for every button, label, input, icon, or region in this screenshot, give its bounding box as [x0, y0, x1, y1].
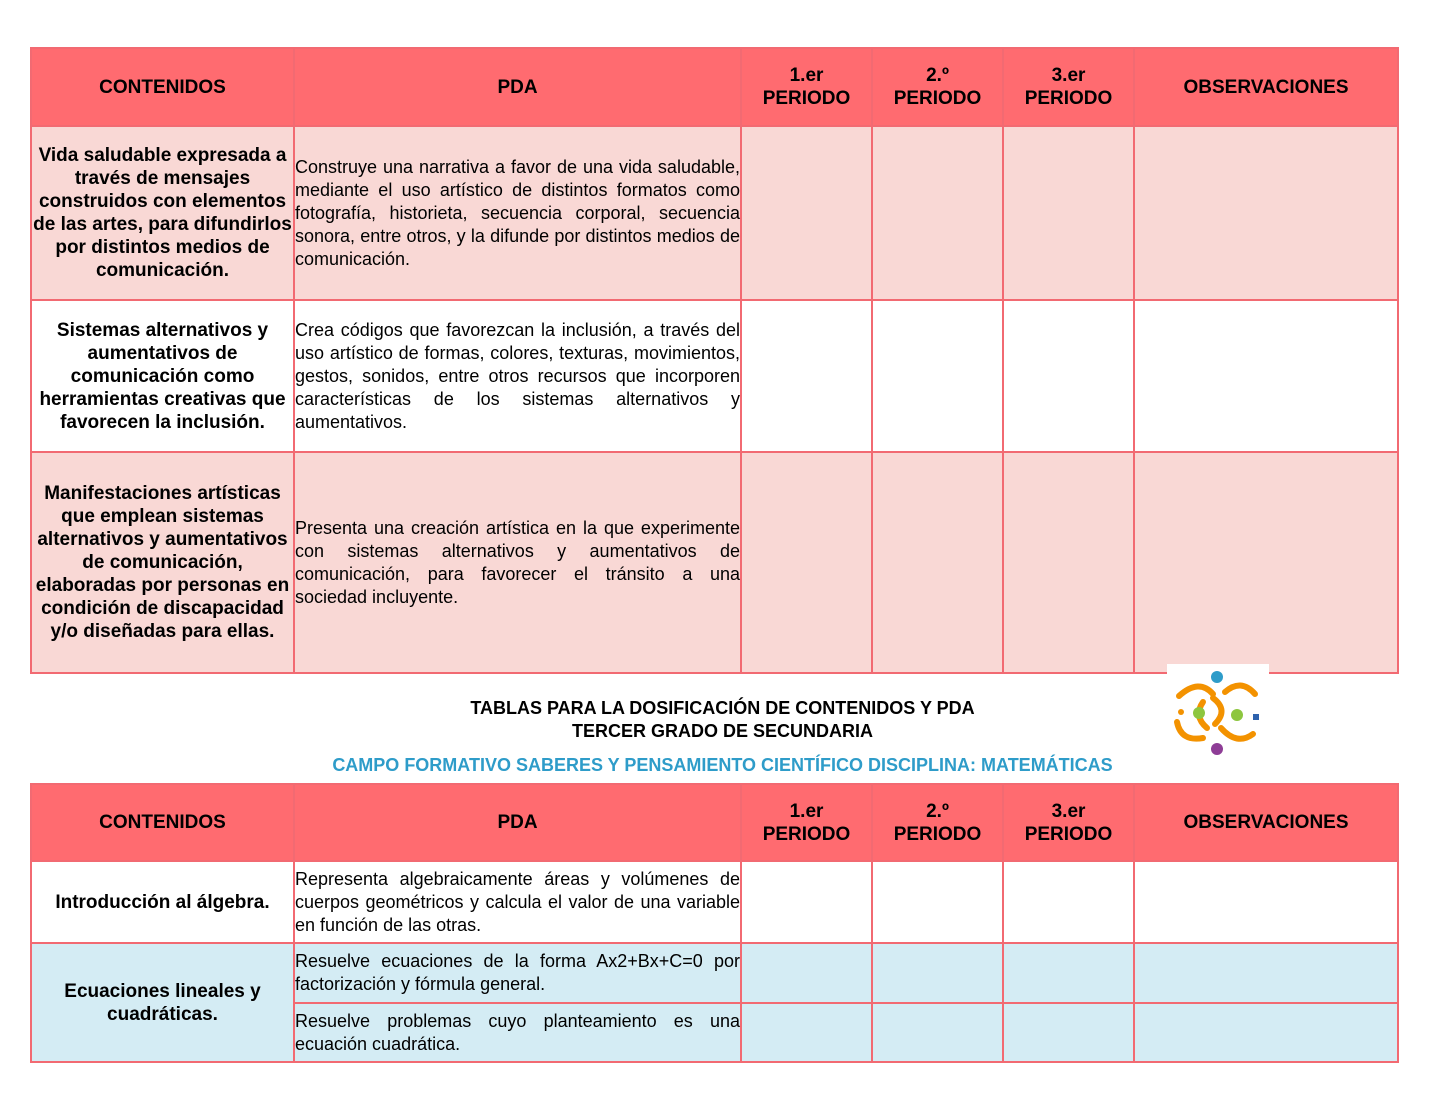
pda-cell: Representa algebraicamente áreas y volúmenes de cuerpos geométricos y calcula el valor de una variable en función de las otras. — [294, 861, 741, 943]
periodo-1-cell[interactable] — [741, 300, 872, 452]
header-periodo-2: 2.º PERIODO — [872, 784, 1003, 861]
contenido-cell: Sistemas alternativos y aumentativos de comunicación como herramientas creativas que favorecen la inclusión. — [31, 300, 294, 452]
pda-cell: Resuelve problemas cuyo planteamiento es una ecuación cuadrática. — [294, 1003, 741, 1062]
periodo-2-cell[interactable] — [872, 300, 1003, 452]
header-periodo-3: 3.er PERIODO — [1003, 48, 1134, 126]
campo-formativo-title: CAMPO FORMATIVO SABERES Y PENSAMIENTO CIENTÍFICO DISCIPLINA: MATEMÁTICAS — [332, 755, 1113, 775]
header-pda: PDA — [294, 48, 741, 126]
periodo-1-cell[interactable] — [741, 861, 872, 943]
observaciones-cell[interactable] — [1134, 861, 1398, 943]
contents-table-1 — [30, 47, 1399, 674]
periodo-1-cell[interactable] — [741, 1003, 872, 1062]
header-periodo-3: 3.er PERIODO — [1003, 784, 1134, 861]
header-pda: PDA — [294, 784, 741, 861]
pda-cell: Presenta una creación artística en la que experimente con sistemas alternativos y aumentativos de comunicación, para favorecer el tránsito a una sociedad incluyente. — [294, 452, 741, 673]
observaciones-cell[interactable] — [1134, 452, 1398, 673]
observaciones-cell[interactable] — [1134, 1003, 1398, 1062]
contenido-cell: Vida saludable expresada a través de mensajes construidos con elementos de las artes, para difundirlos por distintos medios de comunicación. — [31, 126, 294, 300]
table-row — [31, 943, 1398, 1003]
header-contenidos: CONTENIDOS — [31, 48, 294, 126]
table-row — [31, 861, 1398, 943]
header-periodo-2: 2.º PERIODO — [872, 48, 1003, 126]
periodo-3-cell[interactable] — [1003, 300, 1134, 452]
periodo-2-cell[interactable] — [872, 452, 1003, 673]
table-row — [31, 300, 1398, 452]
observaciones-cell[interactable] — [1134, 300, 1398, 452]
periodo-2-cell[interactable] — [872, 943, 1003, 1003]
periodo-3-cell[interactable] — [1003, 861, 1134, 943]
periodo-2-cell[interactable] — [872, 861, 1003, 943]
pda-cell: Construye una narrativa a favor de una vida saludable, mediante el uso artístico de distintos formatos como fotografía, historieta, secuencia corporal, secuencia sonora, entre otros, y la difunde por distintos medios de comunicación. — [294, 126, 741, 300]
contents-table-2 — [30, 783, 1399, 1063]
pda-cell: Crea códigos que favorezcan la inclusión, a través del uso artístico de formas, colores, texturas, movimientos, gestos, sonidos, entre otros recursos que incorporen características de los sistemas alternativos y aumentativos. — [294, 300, 741, 452]
periodo-1-cell[interactable] — [741, 126, 872, 300]
table-header-row — [31, 48, 1398, 126]
periodo-3-cell[interactable] — [1003, 126, 1134, 300]
periodo-2-cell[interactable] — [872, 126, 1003, 300]
pda-cell: Resuelve ecuaciones de la forma Ax2+Bx+C=0 por factorización y fórmula general. — [294, 943, 741, 1003]
observaciones-cell[interactable] — [1134, 943, 1398, 1003]
periodo-3-cell[interactable] — [1003, 1003, 1134, 1062]
header-periodo-1: 1.er PERIODO — [741, 784, 872, 861]
periodo-1-cell[interactable] — [741, 452, 872, 673]
observaciones-cell[interactable] — [1134, 126, 1398, 300]
periodo-2-cell[interactable] — [872, 1003, 1003, 1062]
periodo-3-cell[interactable] — [1003, 452, 1134, 673]
header-periodo-1: 1.er PERIODO — [741, 48, 872, 126]
section-title-line-2: TERCER GRADO DE SECUNDARIA — [571, 721, 874, 741]
section-title-line-1: TABLAS PARA LA DOSIFICACIÓN DE CONTENIDOS Y PDA — [470, 698, 975, 718]
contenido-cell: Manifestaciones artísticas que emplean sistemas alternativos y aumentativos de comunicación, elaboradas por personas en condición de discapacidad y/o diseñadas para ellas. — [31, 452, 294, 673]
header-observaciones: OBSERVACIONES — [1134, 784, 1398, 861]
header-contenidos: CONTENIDOS — [31, 784, 294, 861]
table-header-row — [31, 784, 1398, 861]
header-observaciones: OBSERVACIONES — [1134, 48, 1398, 126]
table-row — [31, 126, 1398, 300]
table-row — [31, 452, 1398, 673]
periodo-3-cell[interactable] — [1003, 943, 1134, 1003]
contenido-cell: Introducción al álgebra. — [31, 861, 294, 943]
contenido-cell: Ecuaciones lineales y cuadráticas. — [31, 943, 294, 1062]
periodo-1-cell[interactable] — [741, 943, 872, 1003]
